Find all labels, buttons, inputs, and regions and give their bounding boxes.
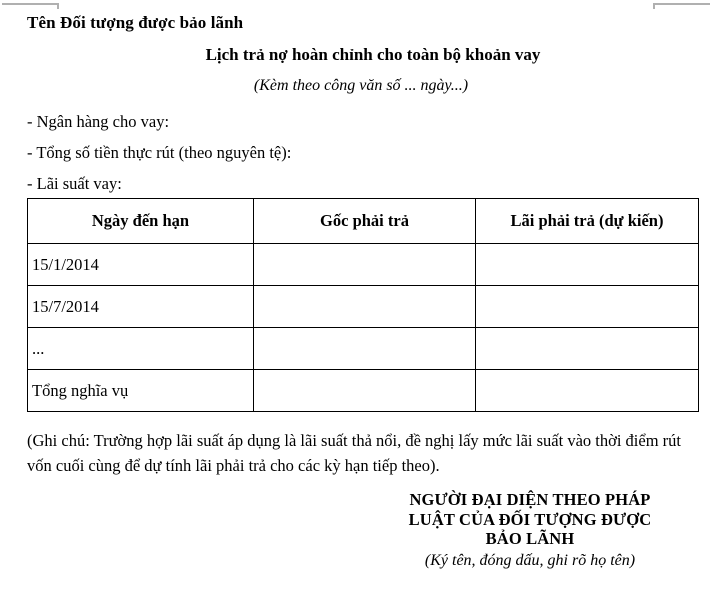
- cell-total-principal[interactable]: [254, 370, 476, 412]
- table-row-total: [28, 370, 699, 412]
- cell-interest[interactable]: [476, 286, 699, 328]
- signature-title-line-1: NGƯỜI ĐẠI DIỆN THEO PHÁP: [409, 490, 651, 509]
- signature-block: [365, 490, 695, 572]
- cell-total-interest[interactable]: [476, 370, 699, 412]
- cell-due-date: 15/1/2014: [28, 244, 254, 286]
- column-header-interest-due: Lãi phải trả (dự kiến): [476, 199, 699, 244]
- info-line-interest-rate: - Lãi suất vay:: [27, 174, 122, 193]
- loan-info-list: [27, 106, 667, 199]
- cell-due-date: 15/7/2014: [28, 286, 254, 328]
- table-row: [28, 244, 699, 286]
- cell-total-label: Tổng nghĩa vụ: [28, 370, 254, 412]
- column-header-principal-due: Gốc phải trả: [254, 199, 476, 244]
- cell-principal[interactable]: [254, 286, 476, 328]
- info-line-total-disbursed: - Tổng số tiền thực rút (theo nguyên tệ):: [27, 143, 292, 162]
- column-header-due-date: Ngày đến hạn: [28, 199, 254, 244]
- document-subtitle: (Kèm theo công văn số ... ngày...): [253, 77, 469, 94]
- signature-title: [365, 490, 695, 549]
- cell-interest[interactable]: [476, 244, 699, 286]
- cell-principal[interactable]: [254, 244, 476, 286]
- signature-title-line-2: LUẬT CỦA ĐỐI TƯỢNG ĐƯỢC: [408, 509, 652, 529]
- cell-interest[interactable]: [476, 328, 699, 370]
- cell-principal[interactable]: [254, 328, 476, 370]
- table-row: [28, 328, 699, 370]
- info-line-lender: - Ngân hàng cho vay:: [27, 112, 170, 131]
- footnote-text: (Ghi chú: Trường hợp lãi suất áp dụng là lãi suất thả nổi, đề nghị lấy mức lãi suất vào thời điểm rút vốn cuối cùng để dự tính lãi phải trả cho các kỳ hạn tiếp theo).: [27, 431, 682, 475]
- signature-instruction: (Ký tên, đóng dấu, ghi rõ họ tên): [424, 551, 636, 569]
- table-header-row: [28, 199, 699, 244]
- repayment-schedule-table: [27, 198, 699, 412]
- page-title: Lịch trả nợ hoàn chỉnh cho toàn bộ khoản vay: [205, 45, 541, 64]
- document-heading: Tên Đối tượng được bảo lãnh: [27, 13, 244, 32]
- table-row: [28, 286, 699, 328]
- cell-due-date: ...: [28, 328, 254, 370]
- signature-title-line-3: BẢO LÃNH: [485, 529, 575, 548]
